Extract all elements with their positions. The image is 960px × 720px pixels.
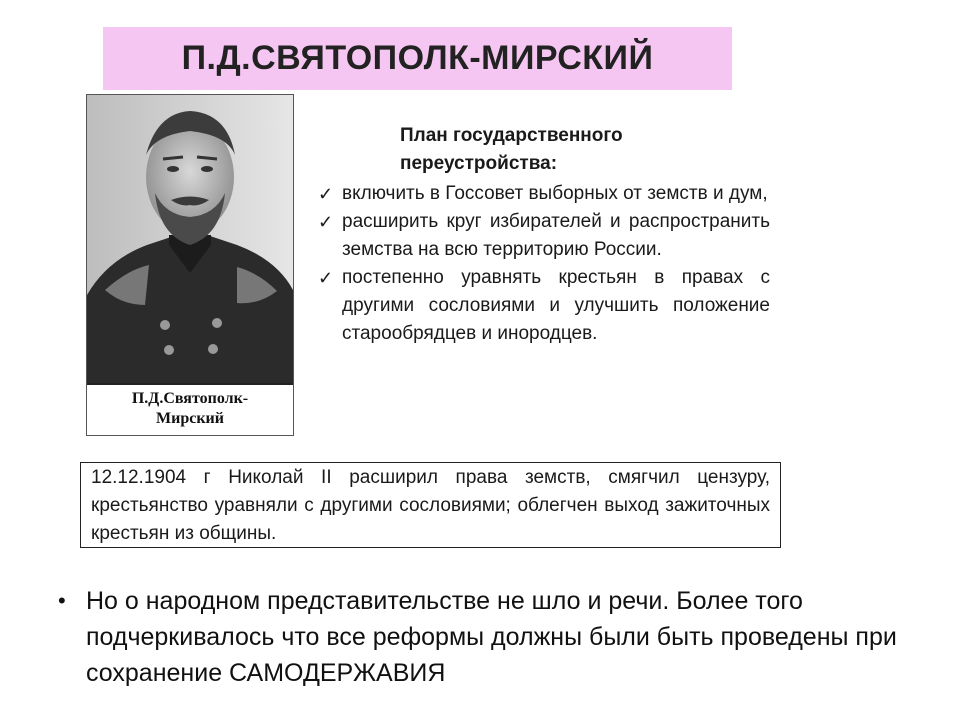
checkmark-icon: ✓ xyxy=(318,184,334,204)
plan-item-1 xyxy=(318,180,770,208)
plan-item-text: включить в Госсовет выборных от земств и дум, xyxy=(342,183,768,204)
plan-item-3 xyxy=(318,264,770,348)
summary-bullet xyxy=(58,583,908,691)
decree-note-text: 12.12.1904 г Николай II расширил права земств, смягчил цензуру, крестьянство уравняли с другими сословиями; облегчен выход зажиточных крестьян из общины. xyxy=(91,467,770,544)
plan-item-text: постепенно уравнять крестьян в правах с другими сословиями и улучшить положение старообрядцев и инородцев. xyxy=(342,267,770,344)
portrait-frame xyxy=(86,94,294,436)
portrait-photo xyxy=(87,95,293,383)
slide-title: П.Д.СВЯТОПОЛК-МИРСКИЙ xyxy=(181,39,654,77)
title-banner xyxy=(103,27,732,90)
plan-item-text: расширить круг избирателей и распространить земства на всю территорию России. xyxy=(342,211,770,260)
decree-note-box xyxy=(80,462,781,548)
portrait-caption xyxy=(87,383,293,435)
bullet-dot-icon: • xyxy=(58,588,66,613)
reform-plan xyxy=(318,122,770,348)
checkmark-icon: ✓ xyxy=(318,268,334,288)
caption-line-2: Мирский xyxy=(156,410,224,427)
summary-text: Но о народном представительстве не шло и речи. Более того подчеркивалось что все реформы должны были быть проведены при сохранение САМОДЕРЖАВИЯ xyxy=(86,587,897,687)
caption-line-1: П.Д.Святополк- xyxy=(131,390,249,407)
plan-heading: План государственного переустройства: xyxy=(400,125,623,174)
checkmark-icon: ✓ xyxy=(318,212,334,232)
plan-item-2 xyxy=(318,208,770,264)
